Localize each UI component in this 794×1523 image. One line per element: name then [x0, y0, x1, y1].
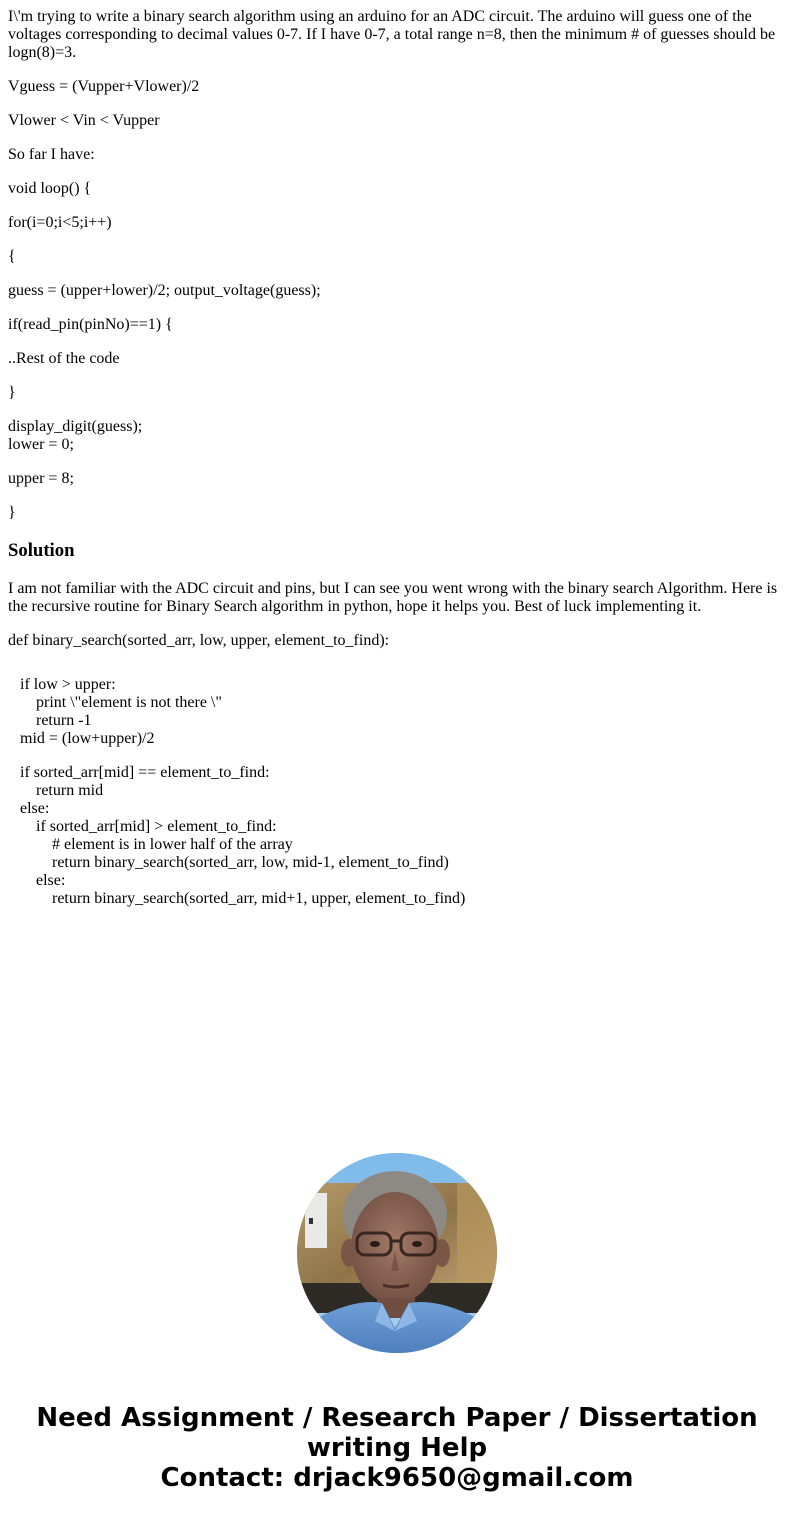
code-line: for(i=0;i<5;i++): [8, 214, 112, 231]
code-line: ..Rest of the code: [8, 350, 120, 367]
code-line: }: [8, 384, 16, 401]
code-line: void loop() {: [8, 180, 92, 197]
portrait-illustration: [297, 1153, 497, 1353]
code-line: if sorted_arr[mid] == element_to_find:: [20, 764, 270, 781]
solution-explanation: I am not familiar with the ADC circuit and pins, but I can see you went wrong with the binary search Algorithm. Here is the recursive routine for Binary Search algorithm in python, hope it helps you. Best of luck implementing it.: [8, 580, 778, 615]
promo-contact: Contact: drjack9650@gmail.com: [160, 1463, 634, 1493]
solution-def-line: def binary_search(sorted_arr, low, upper, element_to_find):: [8, 632, 390, 649]
question-intro: I\'m trying to write a binary search algorithm using an arduino for an ADC circuit. The arduino will guess one of the voltages corresponding to decimal values 0-7. If I have 0-7, a total range n=8, then the minimum # of guesses should be logn(8)=3.: [8, 8, 776, 61]
code-line: guess = (upper+lower)/2; output_voltage(guess);: [8, 282, 321, 299]
code-line: return mid: [36, 782, 104, 799]
python-code-block: [8, 676, 786, 908]
promo-line-1: Need Assignment / Research Paper / Dissertation: [36, 1403, 758, 1433]
code-line: return binary_search(sorted_arr, low, mid-1, element_to_find): [52, 854, 449, 871]
so-far-label: So far I have:: [8, 146, 95, 163]
code-line: else:: [36, 872, 66, 889]
portrait-photo: [297, 1153, 497, 1353]
code-spacer: [20, 748, 786, 764]
code-line: {: [8, 248, 16, 265]
document-content: [8, 8, 786, 908]
code-line: return -1: [36, 712, 92, 729]
code-line: }: [8, 504, 16, 521]
code-line: if sorted_arr[mid] > element_to_find:: [36, 818, 277, 835]
code-line: if low > upper:: [20, 676, 116, 693]
formula-range: Vlower < Vin < Vupper: [8, 112, 160, 129]
code-line: display_digit(guess);: [8, 418, 143, 435]
code-line: else:: [20, 800, 50, 817]
code-line: upper = 8;: [8, 470, 74, 487]
solution-heading: Solution: [8, 540, 75, 561]
code-line: if(read_pin(pinNo)==1) {: [8, 316, 173, 333]
code-line: return binary_search(sorted_arr, mid+1, upper, element_to_find): [52, 890, 466, 907]
code-comment: # element is in lower half of the array: [52, 836, 293, 853]
formula-guess: Vguess = (Vupper+Vlower)/2: [8, 78, 200, 95]
promo-line-2: writing Help: [306, 1433, 488, 1463]
promo-footer: [0, 1403, 794, 1493]
code-line: lower = 0;: [8, 436, 74, 453]
code-line: print \"element is not there \": [36, 694, 222, 711]
code-line: mid = (low+upper)/2: [20, 730, 155, 747]
